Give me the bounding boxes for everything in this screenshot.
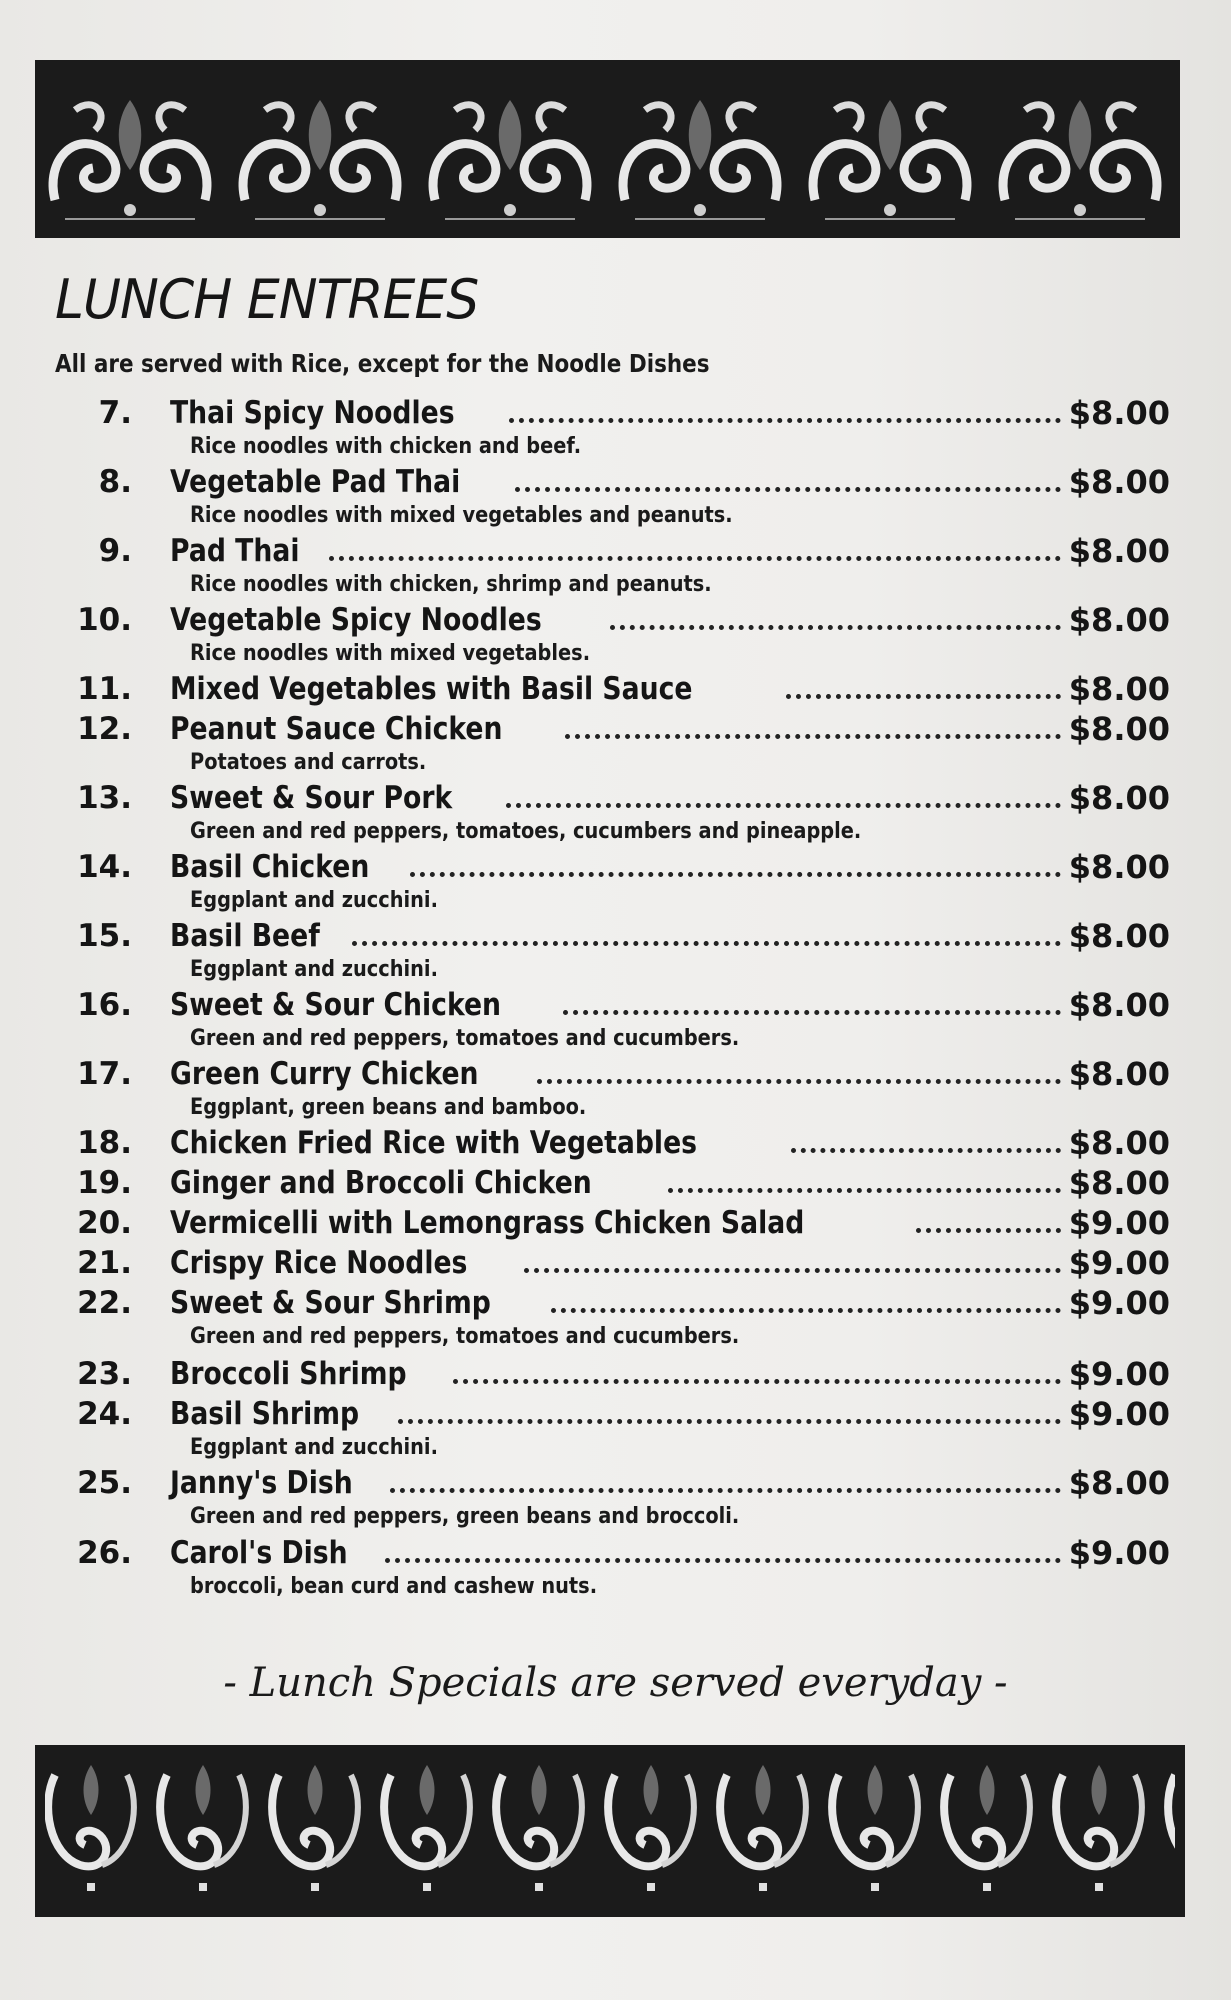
- dot-leader: [453, 1379, 1061, 1384]
- dot-leader: [786, 694, 1061, 699]
- item-description: Rice noodles with mixed vegetables and peanuts.: [190, 503, 733, 528]
- item-number: 26.: [77, 1535, 132, 1571]
- item-name: Pad Thai: [170, 533, 300, 569]
- item-name: Janny's Dish: [170, 1465, 353, 1501]
- dot-leader: [390, 1488, 1060, 1493]
- lunch-specials-note: - Lunch Specials are served everyday -: [223, 1660, 1008, 1706]
- item-price: $8.00: [1068, 848, 1170, 886]
- dot-leader: [506, 803, 1061, 808]
- item-description: Eggplant and zucchini.: [190, 1435, 438, 1460]
- item-description: Rice noodles with mixed vegetables.: [190, 641, 591, 666]
- item-description: Potatoes and carrots.: [190, 750, 427, 775]
- item-price: $8.00: [1068, 532, 1170, 570]
- item-name: Basil Beef: [170, 918, 320, 954]
- item-price: $8.00: [1068, 779, 1170, 817]
- item-name: Peanut Sauce Chicken: [170, 711, 503, 747]
- item-number: 12.: [77, 711, 132, 747]
- dot-leader: [791, 1148, 1061, 1153]
- item-name: Basil Chicken: [170, 849, 370, 885]
- item-name: Thai Spicy Noodles: [170, 395, 455, 431]
- item-number: 11.: [77, 671, 132, 707]
- item-price: $8.00: [1068, 917, 1170, 955]
- item-description: Eggplant and zucchini.: [190, 957, 438, 982]
- dot-leader: [610, 625, 1061, 630]
- item-name: Basil Shrimp: [170, 1396, 360, 1432]
- item-name: Broccoli Shrimp: [170, 1356, 407, 1392]
- dot-leader: [398, 1419, 1061, 1424]
- dot-leader: [563, 1010, 1061, 1015]
- page-subtitle: All are served with Rice, except for the Noodle Dishes: [55, 349, 710, 378]
- item-number: 14.: [77, 849, 132, 885]
- item-number: 23.: [77, 1356, 132, 1392]
- item-name: Sweet & Sour Chicken: [170, 987, 502, 1023]
- item-number: 21.: [77, 1245, 132, 1281]
- item-name: Vegetable Spicy Noodles: [170, 602, 542, 638]
- item-price: $9.00: [1068, 1355, 1170, 1393]
- item-price: $9.00: [1068, 1534, 1170, 1572]
- ornament-pattern-icon: [35, 1745, 1185, 1917]
- item-price: $8.00: [1068, 1124, 1170, 1162]
- dot-leader: [524, 1268, 1061, 1273]
- dot-leader: [509, 418, 1061, 423]
- item-number: 17.: [77, 1056, 132, 1092]
- item-price: $9.00: [1068, 1395, 1170, 1433]
- item-name: Green Curry Chicken: [170, 1056, 479, 1092]
- item-price: $9.00: [1068, 1204, 1170, 1242]
- dot-leader: [329, 556, 1061, 561]
- item-number: 19.: [77, 1165, 132, 1201]
- bottom-ornamental-banner: [35, 1745, 1185, 1917]
- item-number: 16.: [77, 987, 132, 1023]
- item-name: Chicken Fried Rice with Vegetables: [170, 1125, 698, 1161]
- dot-leader: [352, 941, 1061, 946]
- item-number: 15.: [77, 918, 132, 954]
- page-title: LUNCH ENTREES: [55, 268, 479, 332]
- dot-leader: [916, 1228, 1061, 1233]
- item-price: $8.00: [1068, 1164, 1170, 1202]
- item-number: 7.: [98, 395, 132, 431]
- item-description: Green and red peppers, green beans and broccoli.: [190, 1504, 740, 1529]
- dot-leader: [551, 1308, 1061, 1313]
- item-price: $8.00: [1068, 463, 1170, 501]
- item-name: Carol's Dish: [170, 1535, 348, 1571]
- dot-leader: [668, 1188, 1060, 1193]
- item-number: 10.: [77, 602, 132, 638]
- dot-leader: [410, 872, 1061, 877]
- item-name: Mixed Vegetables with Basil Sauce: [170, 671, 693, 707]
- item-name: Ginger and Broccoli Chicken: [170, 1165, 592, 1201]
- item-description: broccoli, bean curd and cashew nuts.: [190, 1574, 598, 1599]
- item-number: 13.: [77, 780, 132, 816]
- item-description: Rice noodles with chicken, shrimp and peanuts.: [190, 572, 712, 597]
- item-description: Eggplant and zucchini.: [190, 888, 438, 913]
- item-price: $9.00: [1068, 1284, 1170, 1322]
- item-price: $8.00: [1068, 601, 1170, 639]
- item-name: Sweet & Sour Shrimp: [170, 1285, 491, 1321]
- item-name: Vermicelli with Lemongrass Chicken Salad: [170, 1205, 805, 1241]
- item-description: Green and red peppers, tomatoes and cucumbers.: [190, 1026, 740, 1051]
- item-name: Crispy Rice Noodles: [170, 1245, 468, 1281]
- item-price: $8.00: [1068, 394, 1170, 432]
- item-price: $8.00: [1068, 710, 1170, 748]
- item-number: 22.: [77, 1285, 132, 1321]
- item-price: $8.00: [1068, 986, 1170, 1024]
- item-price: $9.00: [1068, 1244, 1170, 1282]
- item-price: $8.00: [1068, 1055, 1170, 1093]
- item-number: 18.: [77, 1125, 132, 1161]
- dot-leader: [537, 1079, 1061, 1084]
- item-number: 24.: [77, 1396, 132, 1432]
- item-description: Green and red peppers, tomatoes and cucumbers.: [190, 1324, 740, 1349]
- item-number: 25.: [77, 1465, 132, 1501]
- item-price: $8.00: [1068, 1464, 1170, 1502]
- item-number: 8.: [98, 464, 132, 500]
- item-description: Rice noodles with chicken and beef.: [190, 434, 582, 459]
- dot-leader: [385, 1558, 1061, 1563]
- item-number: 9.: [98, 533, 132, 569]
- item-description: Green and red peppers, tomatoes, cucumbers and pineapple.: [190, 819, 862, 844]
- item-price: $8.00: [1068, 670, 1170, 708]
- item-name: Sweet & Sour Pork: [170, 780, 453, 816]
- item-description: Eggplant, green beans and bamboo.: [190, 1095, 587, 1120]
- dot-leader: [565, 734, 1061, 739]
- item-name: Vegetable Pad Thai: [170, 464, 461, 500]
- dot-leader: [515, 487, 1060, 492]
- item-number: 20.: [77, 1205, 132, 1241]
